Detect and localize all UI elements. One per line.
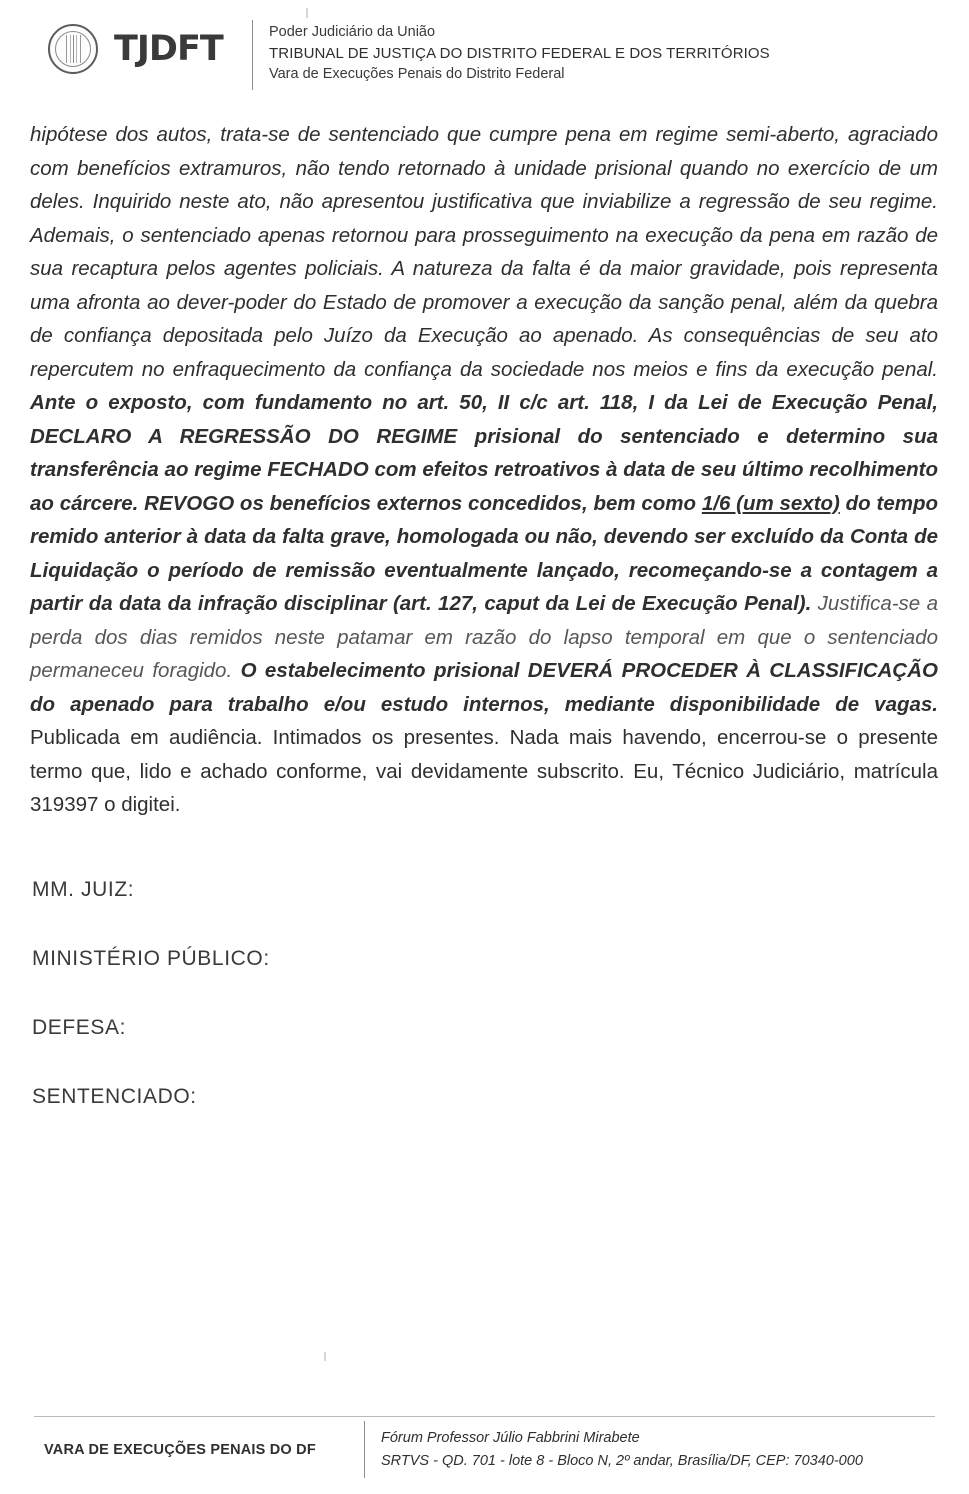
body-fraction-underlined: 1/6 (um sexto) xyxy=(701,491,840,515)
header-titles xyxy=(253,18,770,84)
footer-address xyxy=(365,1427,863,1472)
signature-line-defense: DEFESA: xyxy=(32,1016,127,1039)
footer-address-line2: SRTVS - QD. 701 - lote 8 - Bloco N, 2º andar, Brasília/DF, CEP: 70340-000 xyxy=(381,1452,863,1469)
document-footer xyxy=(34,1416,935,1472)
body-paragraph-intro: hipótese dos autos, trata-se de sentenciado que cumpre pena em regime semi-aberto, agraciado com benefícios extramuros, não tendo retornado à unidade prisional quando no exercício de um deles. Inquirido neste ato, não apresentou justificativa que inviabilize a regressão de seu regime. Ademais, o sentenciado apenas retornou para prosseguimento na execução da pena em razão de sua recaptura pelos agentes policiais. A natureza da falta é da maior gravidade, pois representa uma afronta ao dever-poder do Estado de promover a execução da sanção penal, além da quebra de confiança depositada pelo Juízo da Execução ao apenado. As consequências de seu ato repercutem no enfraquecimento da confiança da sociedade nos meios e fins da execução penal. xyxy=(30,123,938,381)
scan-artifact xyxy=(306,8,308,18)
body-paragraph-classification: O estabelecimento prisional DEVERÁ PROCEDER À CLASSIFICAÇÃO do apenado para trabalho e/ou estudo internos, mediante disponibilidade de vagas. xyxy=(30,659,938,716)
signature-line-convict: SENTENCIADO: xyxy=(32,1085,197,1108)
header-line-court: TRIBUNAL DE JUSTIÇA DO DISTRITO FEDERAL E DOS TERRITÓRIOS xyxy=(269,44,770,62)
header-line-division: Vara de Execuções Penais do Distrito Federal xyxy=(269,65,565,82)
document-header xyxy=(34,18,935,94)
scan-artifact xyxy=(324,1352,326,1361)
header-line-union: Poder Judiciário da União xyxy=(269,24,436,40)
body-paragraph-closing: Publicada em audiência. Intimados os presentes. Nada mais havendo, encerrou-se o presente termo que, lido e achado conforme, vai devidamente subscrito. Eu, Técnico Judiciário, matrícula 319397 o digitei. xyxy=(30,726,938,816)
brand-acronym: TJDFT xyxy=(114,28,223,69)
court-brand xyxy=(34,18,252,74)
signature-block xyxy=(32,878,632,1154)
footer-address-line1: Fórum Professor Júlio Fabbrini Mirabete xyxy=(381,1430,640,1447)
signature-line-prosecutor: MINISTÉRIO PÚBLICO: xyxy=(32,947,270,970)
signature-line-judge: MM. JUIZ: xyxy=(32,878,135,901)
decision-body xyxy=(30,118,938,822)
body-paragraph-dispositive-2: do tempo remido anterior à data da falta grave, homologada ou não, devendo ser excluído da Conta de Liquidação o período de remissão eventualmente lançado, recomeçando-se a contagem a partir da data da infração disciplinar (art. 127, caput da Lei de Execução Penal). xyxy=(30,491,938,615)
body-paragraph-dispositive-1: Ante o exposto, com fundamento no art. 50, II c/c art. 118, I da Lei de Execução Penal, DECLARO A REGRESSÃO DO REGIME prisional do sentenciado e determino sua transferência ao regime FECHADO com efeitos retroativos à data de seu último recolhimento ao cárcere. REVOGO os benefícios externos concedidos, bem como xyxy=(30,391,938,515)
tjdft-seal-icon xyxy=(48,24,98,74)
body-paragraph-justification: Justifica-se a perda dos dias remidos neste patamar em razão do lapso temporal em que o sentenciado permaneceu foragido. xyxy=(30,592,938,682)
footer-division-name: VARA DE EXECUÇÕES PENAIS DO DF xyxy=(44,1441,316,1458)
